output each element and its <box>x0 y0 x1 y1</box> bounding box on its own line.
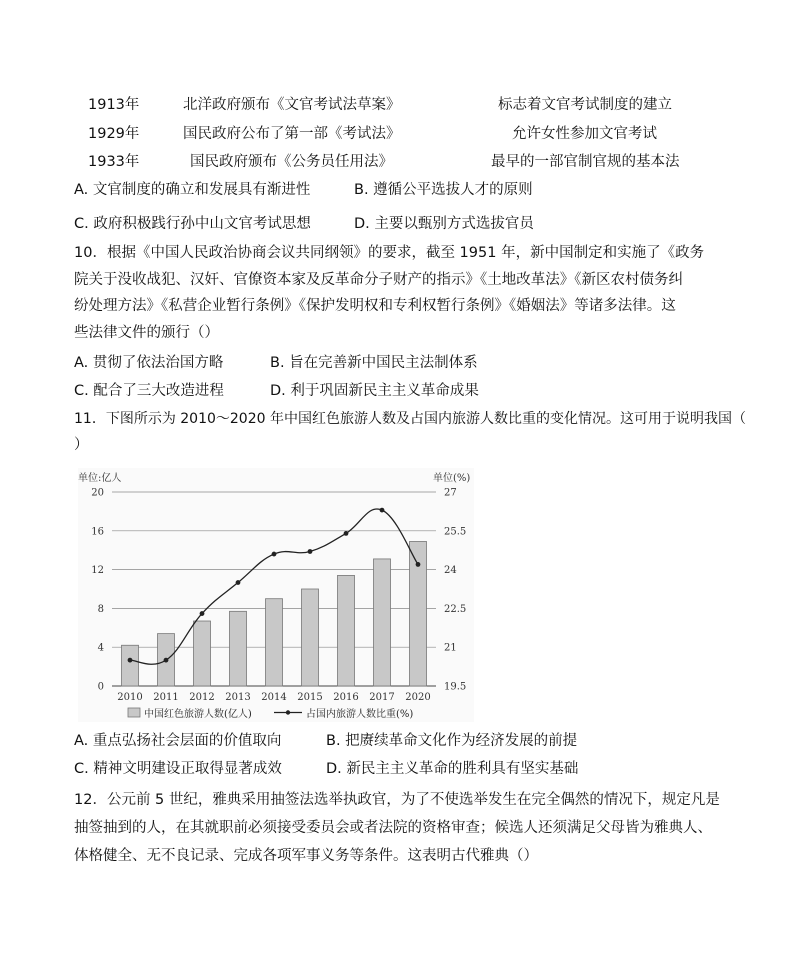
q12-line: 12．公元前 5 世纪，雅典采用抽签法选举执政官，为了不使选举发生在完全偶然的情况下，规定凡是 <box>74 792 720 808</box>
left-axis-unit-label: 单位:亿人 <box>78 473 122 484</box>
timeline-meaning-1913: 标志着文官考试制度的建立 <box>498 97 672 113</box>
right-axis-unit-label: 单位(%) <box>433 473 471 484</box>
share-point <box>344 531 349 536</box>
x-tick-label: 2017 <box>369 692 395 703</box>
q9-option-a[interactable]: A. 文官制度的确立和发展具有渐进性 <box>74 182 311 198</box>
right-tick-label: 22.5 <box>444 603 467 615</box>
legend-line-marker <box>286 710 290 714</box>
q10-option-a[interactable]: A. 贯彻了依法治国方略 <box>74 355 224 371</box>
x-tick-label: 2014 <box>261 692 287 703</box>
tourism-chart <box>78 468 474 722</box>
legend-line-label: 占国内旅游人数比重(%) <box>306 709 414 720</box>
share-point <box>236 580 241 585</box>
x-tick-label: 2016 <box>333 692 359 703</box>
timeline-event-1929: 国民政府公布了第一部《考试法》 <box>183 126 401 142</box>
left-tick-label: 0 <box>97 681 104 693</box>
tourism-chart-svg <box>78 468 474 722</box>
timeline-year-1933: 1933年 <box>88 154 140 170</box>
timeline-year-1913: 1913年 <box>88 97 140 113</box>
x-tick-label: 2015 <box>297 692 323 703</box>
q9-option-b[interactable]: B. 遵循公平选拔人才的原则 <box>354 182 533 198</box>
q9-option-c[interactable]: C. 政府积极践行孙中山文官考试思想 <box>74 216 311 232</box>
legend-bar-swatch <box>128 708 140 717</box>
q11-option-b[interactable]: B. 把赓续革命文化作为经济发展的前提 <box>326 733 578 749</box>
bar <box>122 645 139 686</box>
chart-legend <box>128 707 413 720</box>
x-tick-label: 2012 <box>189 692 215 703</box>
timeline-meaning-1933: 最早的一部官制官规的基本法 <box>491 154 680 170</box>
x-tick-label: 2011 <box>153 692 179 703</box>
timeline-event-1933: 国民政府颁布《公务员任用法》 <box>190 154 393 170</box>
timeline-year-1929: 1929年 <box>88 126 140 142</box>
right-tick-label: 25.5 <box>444 526 467 538</box>
bar <box>374 559 391 686</box>
q10-stem <box>74 240 724 346</box>
x-tick-label: 2013 <box>225 692 251 703</box>
q11-option-a[interactable]: A. 重点弘扬社会层面的价值取向 <box>74 733 282 749</box>
q10-option-c[interactable]: C. 配合了三大改造进程 <box>74 383 224 399</box>
right-tick-label: 27 <box>444 487 457 499</box>
q11-stem <box>74 406 746 458</box>
q10-line: 院关于没收战犯、汉奸、官僚资本家及反革命分子财产的指示》《土地改革法》《新区农村债务纠 <box>74 271 683 288</box>
q12-stem <box>74 786 724 870</box>
q10-option-d[interactable]: D. 利于巩固新民主主义革命成果 <box>270 383 479 399</box>
bar <box>266 599 283 686</box>
q12-line: 体格健全、无不良记录、完成各项军事义务等条件。这表明古代雅典（） <box>74 848 538 864</box>
share-point <box>416 562 421 567</box>
x-tick-label: 2010 <box>117 692 143 703</box>
q11-line: 11．下图所示为 2010～2020 年中国红色旅游人数及占国内旅游人数比重的变化情况。这可用于说明我国（ <box>74 411 746 427</box>
left-tick-label: 12 <box>91 565 104 577</box>
right-tick-label: 19.5 <box>444 681 467 693</box>
q11-option-c[interactable]: C. 精神文明建设正取得显著成效 <box>74 761 282 777</box>
q11-line: ） <box>74 437 89 453</box>
timeline-meaning-1929: 允许女性参加文官考试 <box>512 126 657 142</box>
q11-option-d[interactable]: D. 新民主主义革命的胜利具有坚实基础 <box>326 761 579 777</box>
q10-line: 些法律文件的颁行（） <box>74 324 219 341</box>
bar <box>338 575 355 686</box>
timeline-event-1913: 北洋政府颁布《文官考试法草案》 <box>183 97 401 113</box>
left-tick-label: 20 <box>91 487 104 499</box>
q12-line: 抽签抽到的人，在其就职前必须接受委员会或者法院的资格审查；候选人还须满足父母皆为雅典人、 <box>74 820 712 836</box>
bar <box>302 589 319 686</box>
left-tick-label: 4 <box>97 642 104 654</box>
q10-option-b[interactable]: B. 旨在完善新中国民主法制体系 <box>270 355 478 371</box>
left-tick-label: 8 <box>97 603 104 615</box>
share-point <box>308 549 313 554</box>
legend-bar-label: 中国红色旅游人数(亿人) <box>144 709 252 720</box>
right-tick-label: 21 <box>444 642 457 654</box>
x-tick-label: 2020 <box>405 692 431 703</box>
right-tick-label: 24 <box>444 565 457 577</box>
share-point <box>380 508 385 513</box>
share-point <box>272 552 277 557</box>
share-point <box>164 658 169 663</box>
q10-line: 纷处理方法》《私营企业暂行条例》《保护发明权和专利权暂行条例》《婚姻法》等诸多法律。这 <box>74 298 676 314</box>
bar-series <box>122 541 427 686</box>
q10-line: 10．根据《中国人民政治协商会议共同纲领》的要求，截至 1951 年，新中国制定和实施了《政务 <box>74 245 705 261</box>
left-tick-label: 16 <box>91 526 104 538</box>
bar <box>194 621 211 686</box>
bar <box>230 611 247 686</box>
share-point <box>128 658 133 663</box>
share-point <box>200 611 205 616</box>
q9-option-d[interactable]: D. 主要以甄别方式选拔官员 <box>354 216 534 232</box>
